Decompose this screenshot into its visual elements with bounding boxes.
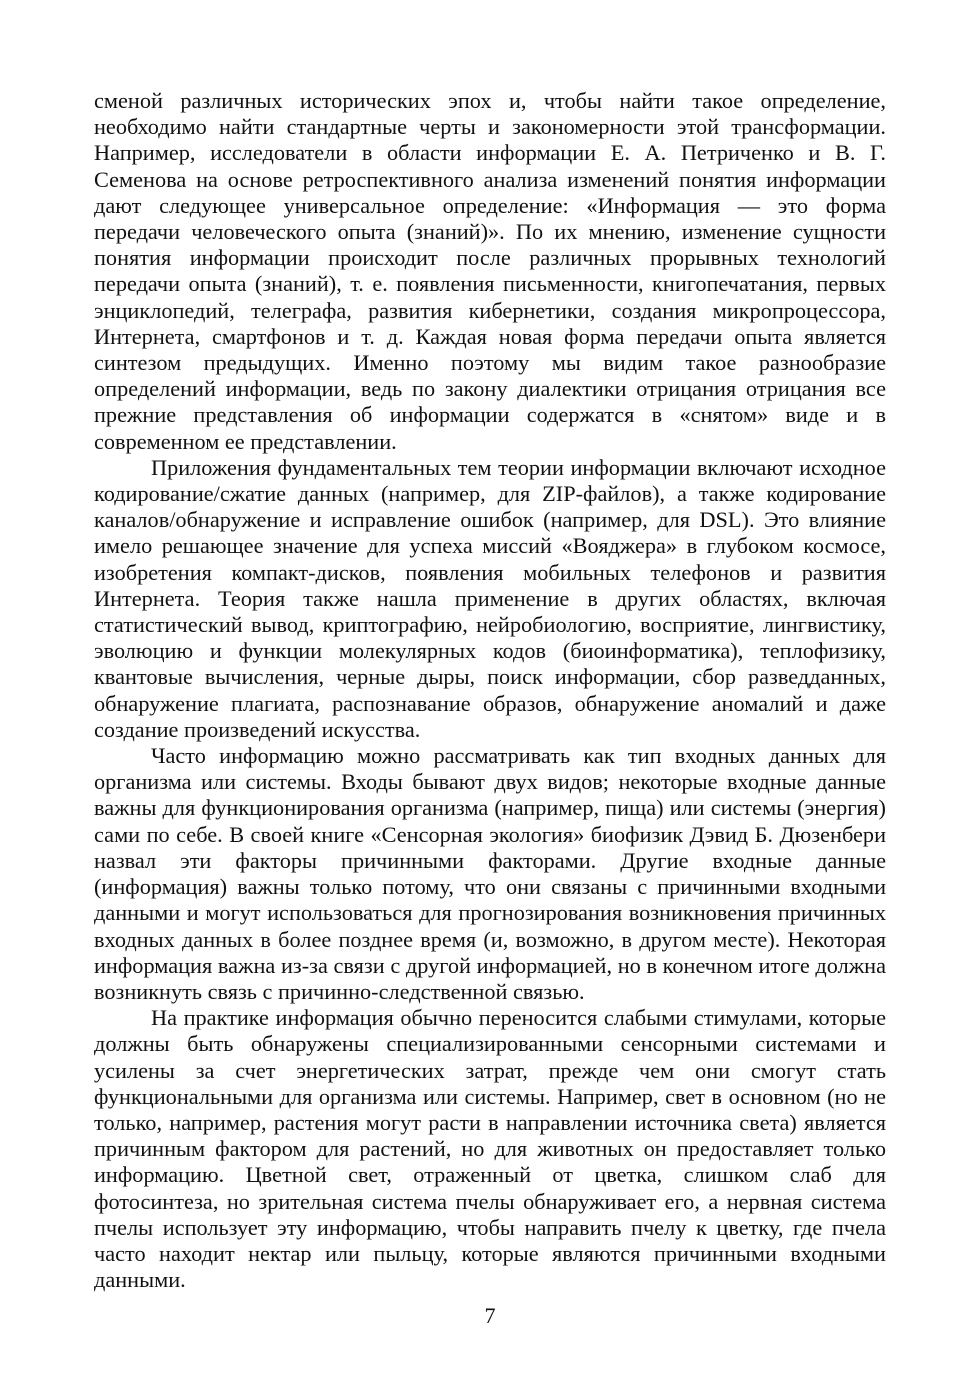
paragraph-3: Часто информацию можно рассматривать как тип входных данных для организма или системы. Входы бывают двух видов; некоторые входные данные важны для функционирования организма (например, пища) или системы (энергия) сами по себе. В своей книге «Сенсорная экология» биофизик Дэвид Б. Дюзенбери назвал эти факторы причинными факторами. Другие входные данные (информация) важны только потому, что они связаны с причинными входными данными и могут использоваться для прогнозирования возникновения причинных входных данных в более позднее время (и, возможно, в другом месте). Некоторая информация важна из-за связи с другой информацией, но в конечном итоге должна возникнуть связь с причинно-следственной связью. [94, 743, 886, 1004]
page-number: 7 [484, 1303, 496, 1328]
paragraph-1-continuation: сменой различных исторических эпох и, чтобы найти такое определение, необходимо найти стандартные черты и закономерности этой трансформации. Например, исследователи в области информации Е. А. Петриченко и В. Г. Семенова на основе ретроспективного анализа изменений понятия информации дают следующее универсальное определение: «Информация — это форма передачи человеческого опыта (знаний)». По их мнению, изменение сущности понятия информации происходит после различных прорывных технологий передачи опыта (знаний), т. е. появления письменности, книгопечатания, первых энциклопедий, телеграфа, развития кибернетики, создания микропроцессора, Интернета, смартфонов и т. д. Каждая новая форма передачи опыта является синтезом предыдущих. Именно поэтому мы видим такое разнообразие определений информации, ведь по закону диалектики отрицания отрицания все прежние представления об информации содержатся в «снятом» виде и в современном ее представлении. [94, 88, 886, 454]
paragraph-4: На практике информация обычно переносится слабыми стимулами, которые должны быть обнаружены специализированными сенсорными системами и усилены за счет энергетических затрат, прежде чем они смогут стать функциональными для организма или системы. Например, свет в основном (но не только, например, растения могут расти в направлении источника света) является причинным фактором для растений, но для животных он предоставляет только информацию. Цветной свет, отраженный от цветка, слишком слаб для фотосинтеза, но зрительная система пчелы обнаруживает его, а нервная система пчелы использует эту информацию, чтобы направить пчелу к цветку, где пчела часто находит нектар или пыльцу, которые являются причинными входными данными. [94, 1005, 886, 1293]
page-body [94, 88, 886, 1293]
paragraph-2: Приложения фундаментальных тем теории информации включают исходное кодирование/сжатие данных (например, для ZIP-файлов), а также кодирование каналов/обнаружение и исправление ошибок (например, для DSL). Это влияние имело решающее значение для успеха миссий «Вояджера» в глубоком космосе, изобретения компакт-дисков, появления мобильных телефонов и развития Интернета. Теория также нашла применение в других областях, включая статистический вывод, криптографию, нейробиологию, восприятие, лингвистику, эволюцию и функции молекулярных кодов (биоинформатика), теплофизику, квантовые вычисления, черные дыры, поиск информации, сбор разведданных, обнаружение плагиата, распознавание образов, обнаружение аномалий и даже создание произведений искусства. [94, 454, 886, 742]
